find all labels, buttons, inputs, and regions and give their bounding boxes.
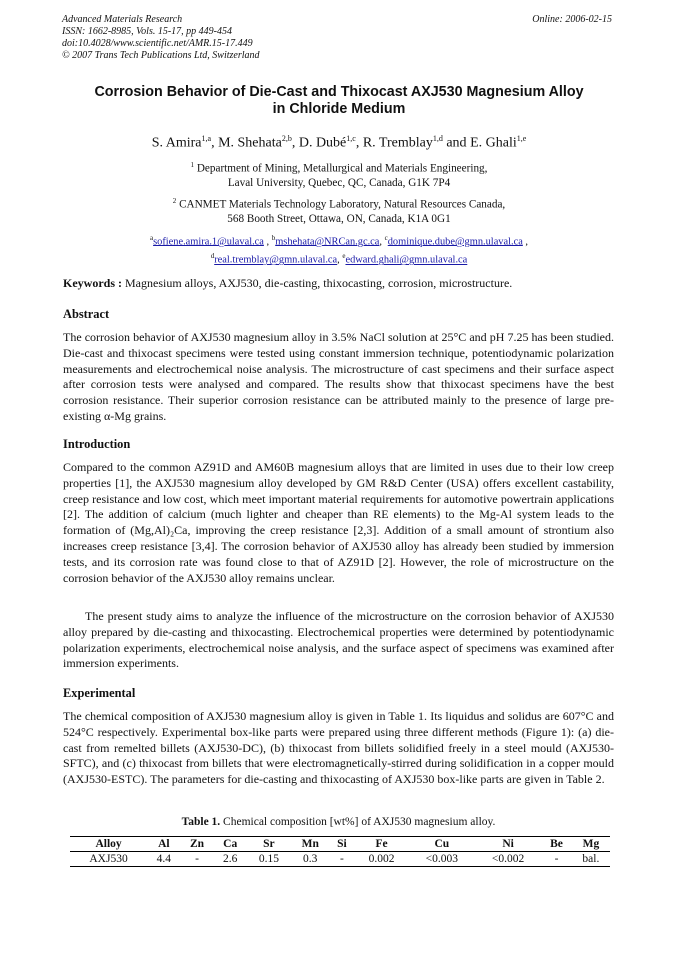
table-caption-label: Table 1. xyxy=(181,816,221,828)
affiliation-line: Laval University, Quebec, QC, Canada, G1K 7P4 xyxy=(227,176,451,189)
email-link[interactable]: edward.ghali@gmn.ulaval.ca xyxy=(345,254,468,266)
email-sup: e xyxy=(342,252,346,261)
table-row xyxy=(70,852,610,867)
doi-line: doi:10.4028/www.scientific.net/AMR.15-17.449 xyxy=(62,38,253,49)
email-link[interactable]: sofiene.amira.1@ulaval.ca xyxy=(153,236,264,248)
table-header-cell: Si xyxy=(330,837,355,852)
table-caption xyxy=(63,816,614,828)
composition-table xyxy=(70,836,610,867)
table-header-cell: Mg xyxy=(572,837,610,852)
affiliation-sup: 1 xyxy=(190,161,195,169)
author-name: R. Tremblay xyxy=(362,135,433,151)
table-cell: - xyxy=(330,852,355,867)
email-link[interactable]: mshehata@NRCan.gc.ca xyxy=(275,236,380,248)
table-header-cell: Fe xyxy=(354,837,408,852)
email-list: $^a$sofiene.amira.1@ulaval.ca , $^b$mshehata@NRCan.gc.ca, $^c$dominique.dube@gmn.ulaval.ca , $^d$real.tremblay@gmn.ulaval.ca, $^e$edward.ghali@gmn.ulaval.ca xyxy=(149,234,529,266)
table-cell: bal. xyxy=(572,852,610,867)
author-name: M. Shehata xyxy=(218,135,282,151)
email-sup: c xyxy=(384,234,388,242)
affiliation-2 xyxy=(40,194,638,226)
title-line-1: Corrosion Behavior of Die-Cast and Thixocast AXJ530 Magnesium Alloy xyxy=(94,84,584,100)
journal-header xyxy=(62,14,260,62)
table-header-cell: Sr xyxy=(247,837,291,852)
author-sup: 1,d xyxy=(432,134,443,143)
table-header-cell: Ca xyxy=(213,837,246,852)
author-name: E. Ghali xyxy=(470,135,517,151)
copyright-line: © 2007 Trans Tech Publications Ltd, Switzerland xyxy=(62,50,260,61)
affiliation-line: 568 Booth Street, Ottawa, ON, Canada, K1A 0G1 xyxy=(227,212,451,225)
author-name: S. Amira xyxy=(151,135,202,151)
introduction-paragraph-2: The present study aims to analyze the influence of the microstructure on the corrosion behavior of AXJ530 alloy prepared by die-casting and thixocasting. Electrochemical properties were determined by potentiodynamic polarization experiments, electrochemical noise analysis, and the surface aspect of specimens was examined after immersion experiments. xyxy=(63,609,614,671)
keywords-line xyxy=(63,276,614,292)
table-header-cell: Ni xyxy=(475,837,541,852)
author-sup: 1,c xyxy=(346,134,356,143)
table-cell: 2.6 xyxy=(213,852,246,867)
abstract-heading: Abstract xyxy=(63,307,110,321)
table-cell: 0.15 xyxy=(247,852,291,867)
author-name: D. Dubé xyxy=(298,135,347,151)
author-sup: 1,e xyxy=(516,134,527,143)
affiliation-sup: 2 xyxy=(172,197,177,205)
email-sup: d xyxy=(210,252,215,261)
table-cell: <0.002 xyxy=(475,852,541,867)
experimental-paragraph: The chemical composition of AXJ530 magnesium alloy is given in Table 1. Its liquidus and solidus are 607°C and 524°C respectively. Experimental box-like parts were prepared using three different methods (Figure 1): (a) die-cast from remelted billets (AXJ530-DC), (b) thixocast from billets solidified freely in a steel mould (AXJ530-SFTC), and (c) thixocast from billets that were electromagnetically-stirred during solidification in a copper mould (AXJ530-ESTC). The parameters for die-casting and thixocasting of AXJ530 box-like parts are given in Table 2. xyxy=(63,709,614,787)
email-link[interactable]: dominique.dube@gmn.ulaval.ca xyxy=(387,236,523,248)
affiliation-line: CANMET Materials Technology Laboratory, Natural Resources Canada, xyxy=(179,198,506,211)
introduction-paragraph-1: Compared to the common AZ91D and AM60B magnesium alloys that are limited in uses due to their low creep properties [1], the AXJ530 magnesium alloy developed by GM R&D Center (USA) offers excellent castability, creep resistance and low cost, which meet important material requirements for automotive powertrain applications [2]. The addition of calcium (much lighter and cheaper than RE elements) to the Mg-Al system leads to the formation of (Mg,Al)₂Ca, improving the creep resistance [2,3]. Addition of a small amount of strontium also increases creep resistance [3,4]. The corrosion behavior of AXJ530 alloy has already been studied by immersion tests, and its corrosion rate was found close to that of AZ91D [2]. However, the role of microstructure on the corrosion behavior of the AXJ530 alloy remains unclear. xyxy=(63,460,614,585)
table-cell: - xyxy=(541,852,572,867)
title-line-2: in Chloride Medium xyxy=(272,101,406,117)
table-cell: 4.4 xyxy=(147,852,180,867)
online-date: Online: 2006-02-15 xyxy=(532,14,612,25)
table-header-cell: Zn xyxy=(181,837,214,852)
table-header-cell: Mn xyxy=(291,837,330,852)
table-cell: AXJ530 xyxy=(70,852,147,867)
keywords-label: Keywords : xyxy=(63,276,122,290)
abstract-text: The corrosion behavior of AXJ530 magnesium alloy in 3.5% NaCl solution at 25°C and pH 7.25 has been studied. Die-cast and thixocast specimens were tested using constant immersion technique, potentiodynamic polarization measurements and electrochemical noise analysis. The microstructure of cast specimens and their surface aspect after corrosion tests were analysed and compared. The results show that thixocast specimens have the best corrosion resistance. Their superior corrosion resistance can be attributed mainly to the presence of large pre-existing α-Mg grains. xyxy=(63,330,614,423)
table-cell: 0.3 xyxy=(291,852,330,867)
table-cell: - xyxy=(181,852,214,867)
paper-title xyxy=(40,84,638,118)
author-sup: 1,a xyxy=(201,134,212,143)
journal-name: Advanced Materials Research xyxy=(62,14,183,25)
table-cell: <0.003 xyxy=(409,852,475,867)
email-sup: a xyxy=(149,234,154,242)
author-sup: 2,b xyxy=(281,134,292,143)
author-list: S. Amira$^{1,a}$, M. Shehata$^{2,b}$, D. Dubé$^{1,c}$, R. Tremblay$^{1,d}$ and E. Ghali$^{1,e}$ xyxy=(151,134,527,151)
table-cell: 0.002 xyxy=(354,852,408,867)
affiliation-1 xyxy=(40,158,638,190)
email-link[interactable]: real.tremblay@gmn.ulaval.ca xyxy=(214,254,338,266)
table-header-cell: Alloy xyxy=(70,837,147,852)
issn-line: ISSN: 1662-8985, Vols. 15-17, pp 449-454 xyxy=(62,26,232,37)
affiliation-line: Department of Mining, Metallurgical and Materials Engineering, xyxy=(196,162,488,175)
table-caption-text: Chemical composition [wt%] of AXJ530 magnesium alloy. xyxy=(220,816,496,828)
introduction-heading: Introduction xyxy=(63,437,131,451)
experimental-heading: Experimental xyxy=(63,686,136,700)
table-header-cell: Be xyxy=(541,837,572,852)
email-sup: b xyxy=(271,234,276,242)
table-header-cell: Al xyxy=(147,837,180,852)
table-header-row xyxy=(70,837,610,852)
keywords-text: Magnesium alloys, AXJ530, die-casting, thixocasting, corrosion, microstructure. xyxy=(125,276,513,290)
table-header-cell: Cu xyxy=(409,837,475,852)
